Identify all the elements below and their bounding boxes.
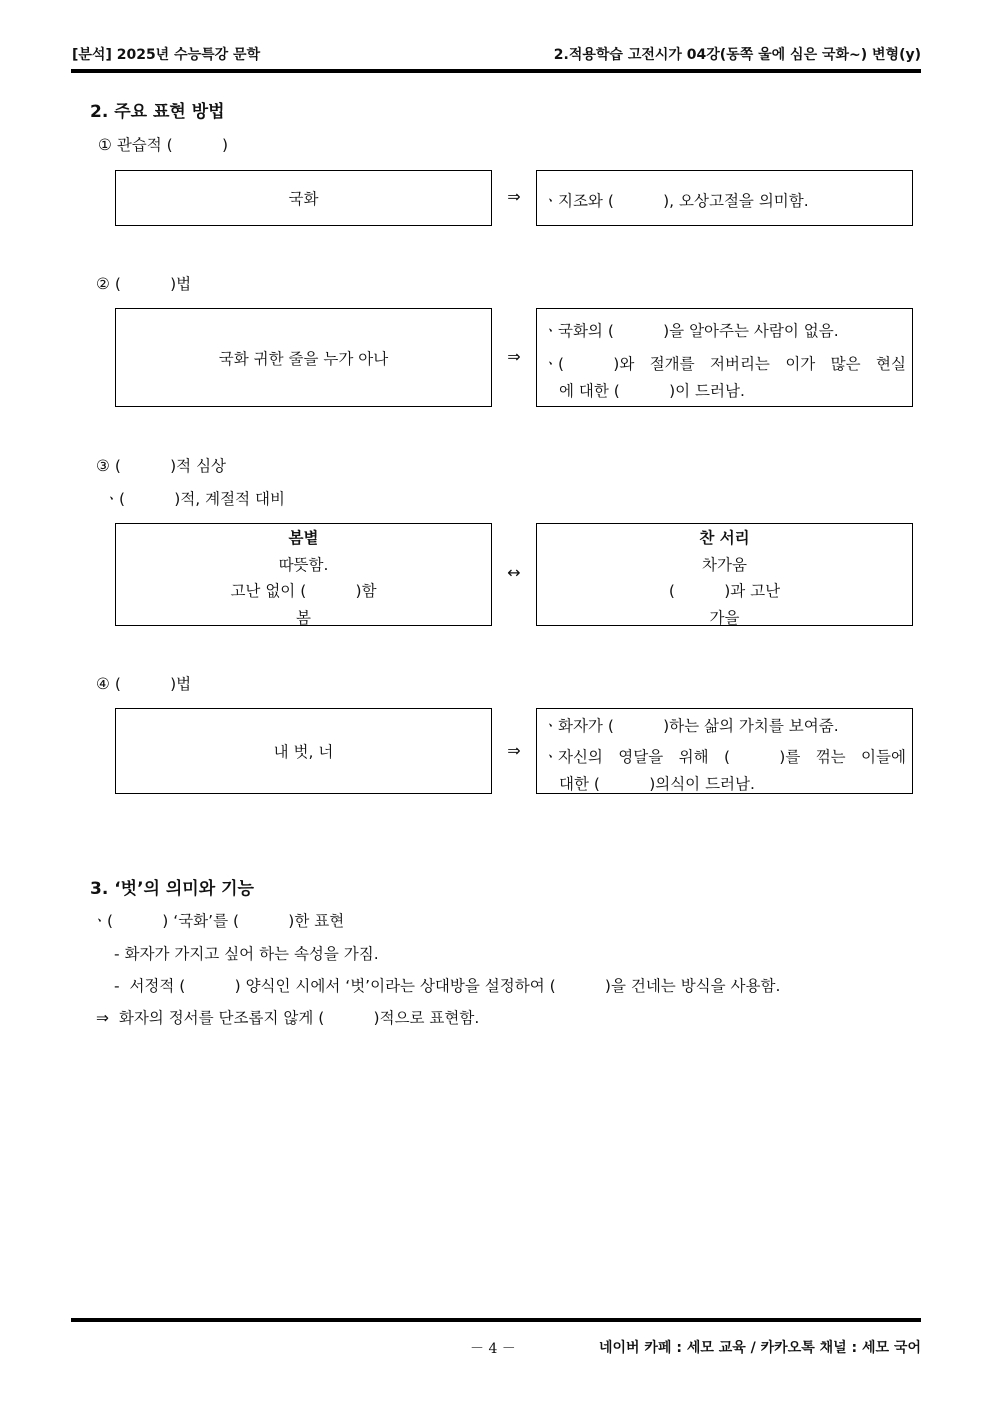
item3-left-box xyxy=(115,523,492,626)
item3-right-line: ( )과 고난 xyxy=(668,582,781,600)
item2-word: 현실 xyxy=(876,355,906,373)
item2-label: ② ( )법 xyxy=(96,275,192,293)
item3-left-line: 봄 xyxy=(296,608,311,627)
item1-arrow: ⇒ xyxy=(507,187,521,206)
section3-title: 3. ‘벗’의 의미와 기능 xyxy=(90,879,254,899)
item4-right-line1: ㆍ화자가 ( )하는 삶의 가치를 보여줌. xyxy=(543,717,839,735)
item3-left-line: 고난 없이 ( )함 xyxy=(230,582,377,600)
header-rule xyxy=(71,69,921,73)
item4-word: 영달을 xyxy=(618,748,664,766)
item4-right-box xyxy=(536,708,913,794)
item3-right-head: 찬 서리 xyxy=(699,529,750,547)
item1-left-box xyxy=(115,170,492,226)
item2-left-box xyxy=(115,308,492,407)
item3-right-line: 가을 xyxy=(709,608,740,627)
item4-word: 이들에 xyxy=(861,748,906,766)
item1-right-line: ㆍ지조와 ( ), 오상고절을 의미함. xyxy=(543,192,809,210)
item4-label: ④ ( )법 xyxy=(96,675,192,693)
item4-arrow: ⇒ xyxy=(507,741,521,760)
section3-line: ㆍ( ) ‘국화’를 ( )한 표현 xyxy=(92,912,345,930)
item4-word: ( )를 xyxy=(723,748,801,766)
item2-word: 이가 xyxy=(785,355,816,373)
footer-rule xyxy=(71,1318,921,1322)
page-number: － 4 － xyxy=(470,1341,516,1357)
header-left: [분석] 2025년 수능특강 문학 xyxy=(72,47,261,63)
header-right: 2.적용학습 고전시가 04강(동쪽 울에 심은 국화~) 변형(y) xyxy=(553,47,921,63)
section3-line: - 화자가 가지고 싶어 하는 속성을 가짐. xyxy=(114,945,379,963)
item2-left-text: 국화 귀한 줄을 누가 아나 xyxy=(218,349,389,368)
item1-label: ① 관습적 ( ) xyxy=(98,136,229,154)
section2-title: 2. 주요 표현 방법 xyxy=(90,102,225,122)
item3-sub: ㆍ( )적, 계절적 대비 xyxy=(104,490,285,508)
item4-word: 꺾는 xyxy=(815,748,846,766)
section3-line: ⇒ 화자의 정서를 단조롭지 않게 ( )적으로 표현함. xyxy=(96,1009,480,1027)
item2-word: ㆍ( )와 xyxy=(543,355,635,373)
item4-word: ㆍ자신의 xyxy=(543,748,603,766)
item2-right-box xyxy=(536,308,913,407)
item2-word: 절개를 xyxy=(649,355,695,373)
item3-label: ③ ( )적 심상 xyxy=(96,457,227,475)
item3-arrow: ↔ xyxy=(507,563,521,582)
item4-word: 위해 xyxy=(678,748,709,766)
item2-arrow: ⇒ xyxy=(507,347,521,366)
item3-right-box xyxy=(536,523,913,626)
item4-left-text: 내 벗, 너 xyxy=(273,743,334,761)
item4-right-line2 xyxy=(543,745,906,767)
item2-word: 많은 xyxy=(830,355,861,373)
item2-right-line3: 에 대한 ( )이 드러남. xyxy=(559,382,745,400)
item2-right-line2 xyxy=(543,352,906,374)
item1-left-text: 국화 xyxy=(288,190,319,208)
item3-left-head: 봄볕 xyxy=(288,529,319,547)
item2-word: 저버리는 xyxy=(710,355,770,373)
item4-left-box xyxy=(115,708,492,794)
item3-right-line: 차가움 xyxy=(702,555,747,574)
item4-right-line3: 대한 ( )의식이 드러남. xyxy=(559,775,755,793)
item1-right-box xyxy=(536,170,913,226)
footer-info: 네이버 카페 : 세모 교육 / 카카오톡 채널 : 세모 국어 xyxy=(598,1340,921,1356)
item3-left-line: 따뜻함. xyxy=(278,555,329,574)
section3-line: - 서정적 ( ) 양식인 시에서 ‘벗’이라는 상대방을 설정하여 ( )을 건네는 방식을 사용함. xyxy=(114,977,781,995)
item2-right-line1: ㆍ국화의 ( )을 알아주는 사람이 없음. xyxy=(543,322,839,340)
